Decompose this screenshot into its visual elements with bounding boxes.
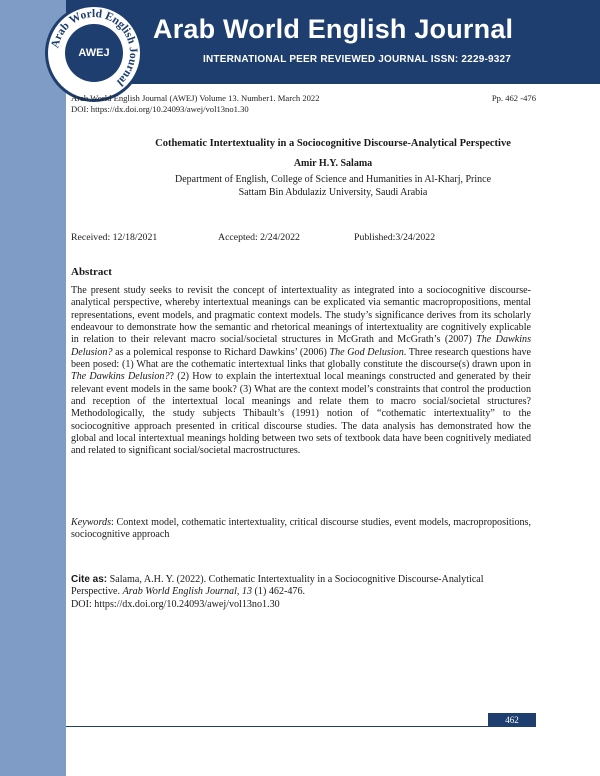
abstract-text-4: ? (2) How to explain the intertextual local meanings constructed and generated by their relevant event models in the same book? (3) What are the context model’s constraints that control the production and reception of the intertextual local meanings and relate them to macro social/societal structures? Methodologically, the study subjects Thibault’s (1991) notion of “cothematic intertextuality” to the sociocognitive approach presented in critical discourse studies. The data analysis has demonstrated how the global and local intertextual meanings holding between two sets of textbook data have been cognitively mediated and related to significant social/societal macrostructures. [71,371,531,457]
awej-logo [45,4,143,102]
citation [71,574,531,611]
keywords-text: : Context model, cothematic intertextuality, critical discourse studies, event models, macropropositions, sociocognitive approach [71,517,531,541]
abstract-body [71,285,531,458]
received-date: Received: 12/18/2021 [71,232,158,243]
journal-title: Arab World English Journal [153,14,514,44]
logo-ring-text: Arab World English Journal [49,7,140,89]
cite-journal: Arab World English Journal, 13 [122,586,253,598]
affiliation-line-2: Sattam Bin Abdulaziz University, Saudi Arabia [238,187,428,198]
cite-text-2: (1) 462-476. [252,586,306,598]
cite-label: Cite as: [71,574,108,585]
article-title: Cothematic Intertextuality in a Sociocognitive Discourse-Analytical Perspective [155,138,511,149]
published-date: Published:3/24/2022 [354,232,436,243]
volume-line: Arab World English Journal (AWEJ) Volume 13. Number1. March 2022 [71,93,320,103]
abstract-text-3: . Three research questions have been posed: (1) What are the cothematic intertextual links that globally constitute the discourse(s) drawn upon in [71,346,531,371]
doi-line: DOI: https://dx.doi.org/10.24093/awej/vol13no1.30 [71,104,249,114]
abstract-book-title-2: The God Delusion [329,346,404,358]
abstract-heading: Abstract [71,266,112,278]
page-range: Pp. 462 -476 [491,93,536,103]
abstract-text-1: The present study seeks to revisit the concept of intertextuality as integrated into a sociocognitive discourse-analytical perspective, whereby intertextual meanings can be explicated via semantic macropropositions, mental representations, event models, and pragmatic context models. The study’s significance derives from its scholarly endeavour to demonstrate how the semantic and rhetorical meanings of intertextuality are cognitively explicable in relation to their relevant macro social/societal structures in McGrath and McGrath’s (2007) [71,285,531,346]
affiliation-line-1: Department of English, College of Science and Humanities in Al-Kharj, Prince [174,174,492,185]
keywords-label: Keywords [71,517,112,528]
footer-divider [66,726,536,727]
journal-subtitle: INTERNATIONAL PEER REVIEWED JOURNAL ISSN: 2229-9327 [203,54,512,65]
cite-doi: DOI: https://dx.doi.org/10.24093/awej/vol13no1.30 [71,598,280,610]
accepted-date: Accepted: 2/24/2022 [218,232,300,243]
keywords [71,517,531,542]
article-author: Amir H.Y. Salama [293,158,373,169]
abstract-text-2: as a polemical response to Richard Dawkins’ (2006) [112,346,330,358]
cite-text-1: Salama, A.H. Y. (2022). Cothematic Intertextuality in a Sociocognitive Discourse-Analytical Perspective. [71,574,484,598]
abstract-book-title-3: The Dawkins Delusion? [71,371,170,383]
abstract-book-title-1: The Dawkins Delusion? [71,334,531,358]
logo-center-text: AWEJ [78,47,110,59]
left-color-stripe [0,0,66,776]
page-number: 462 [488,713,536,727]
